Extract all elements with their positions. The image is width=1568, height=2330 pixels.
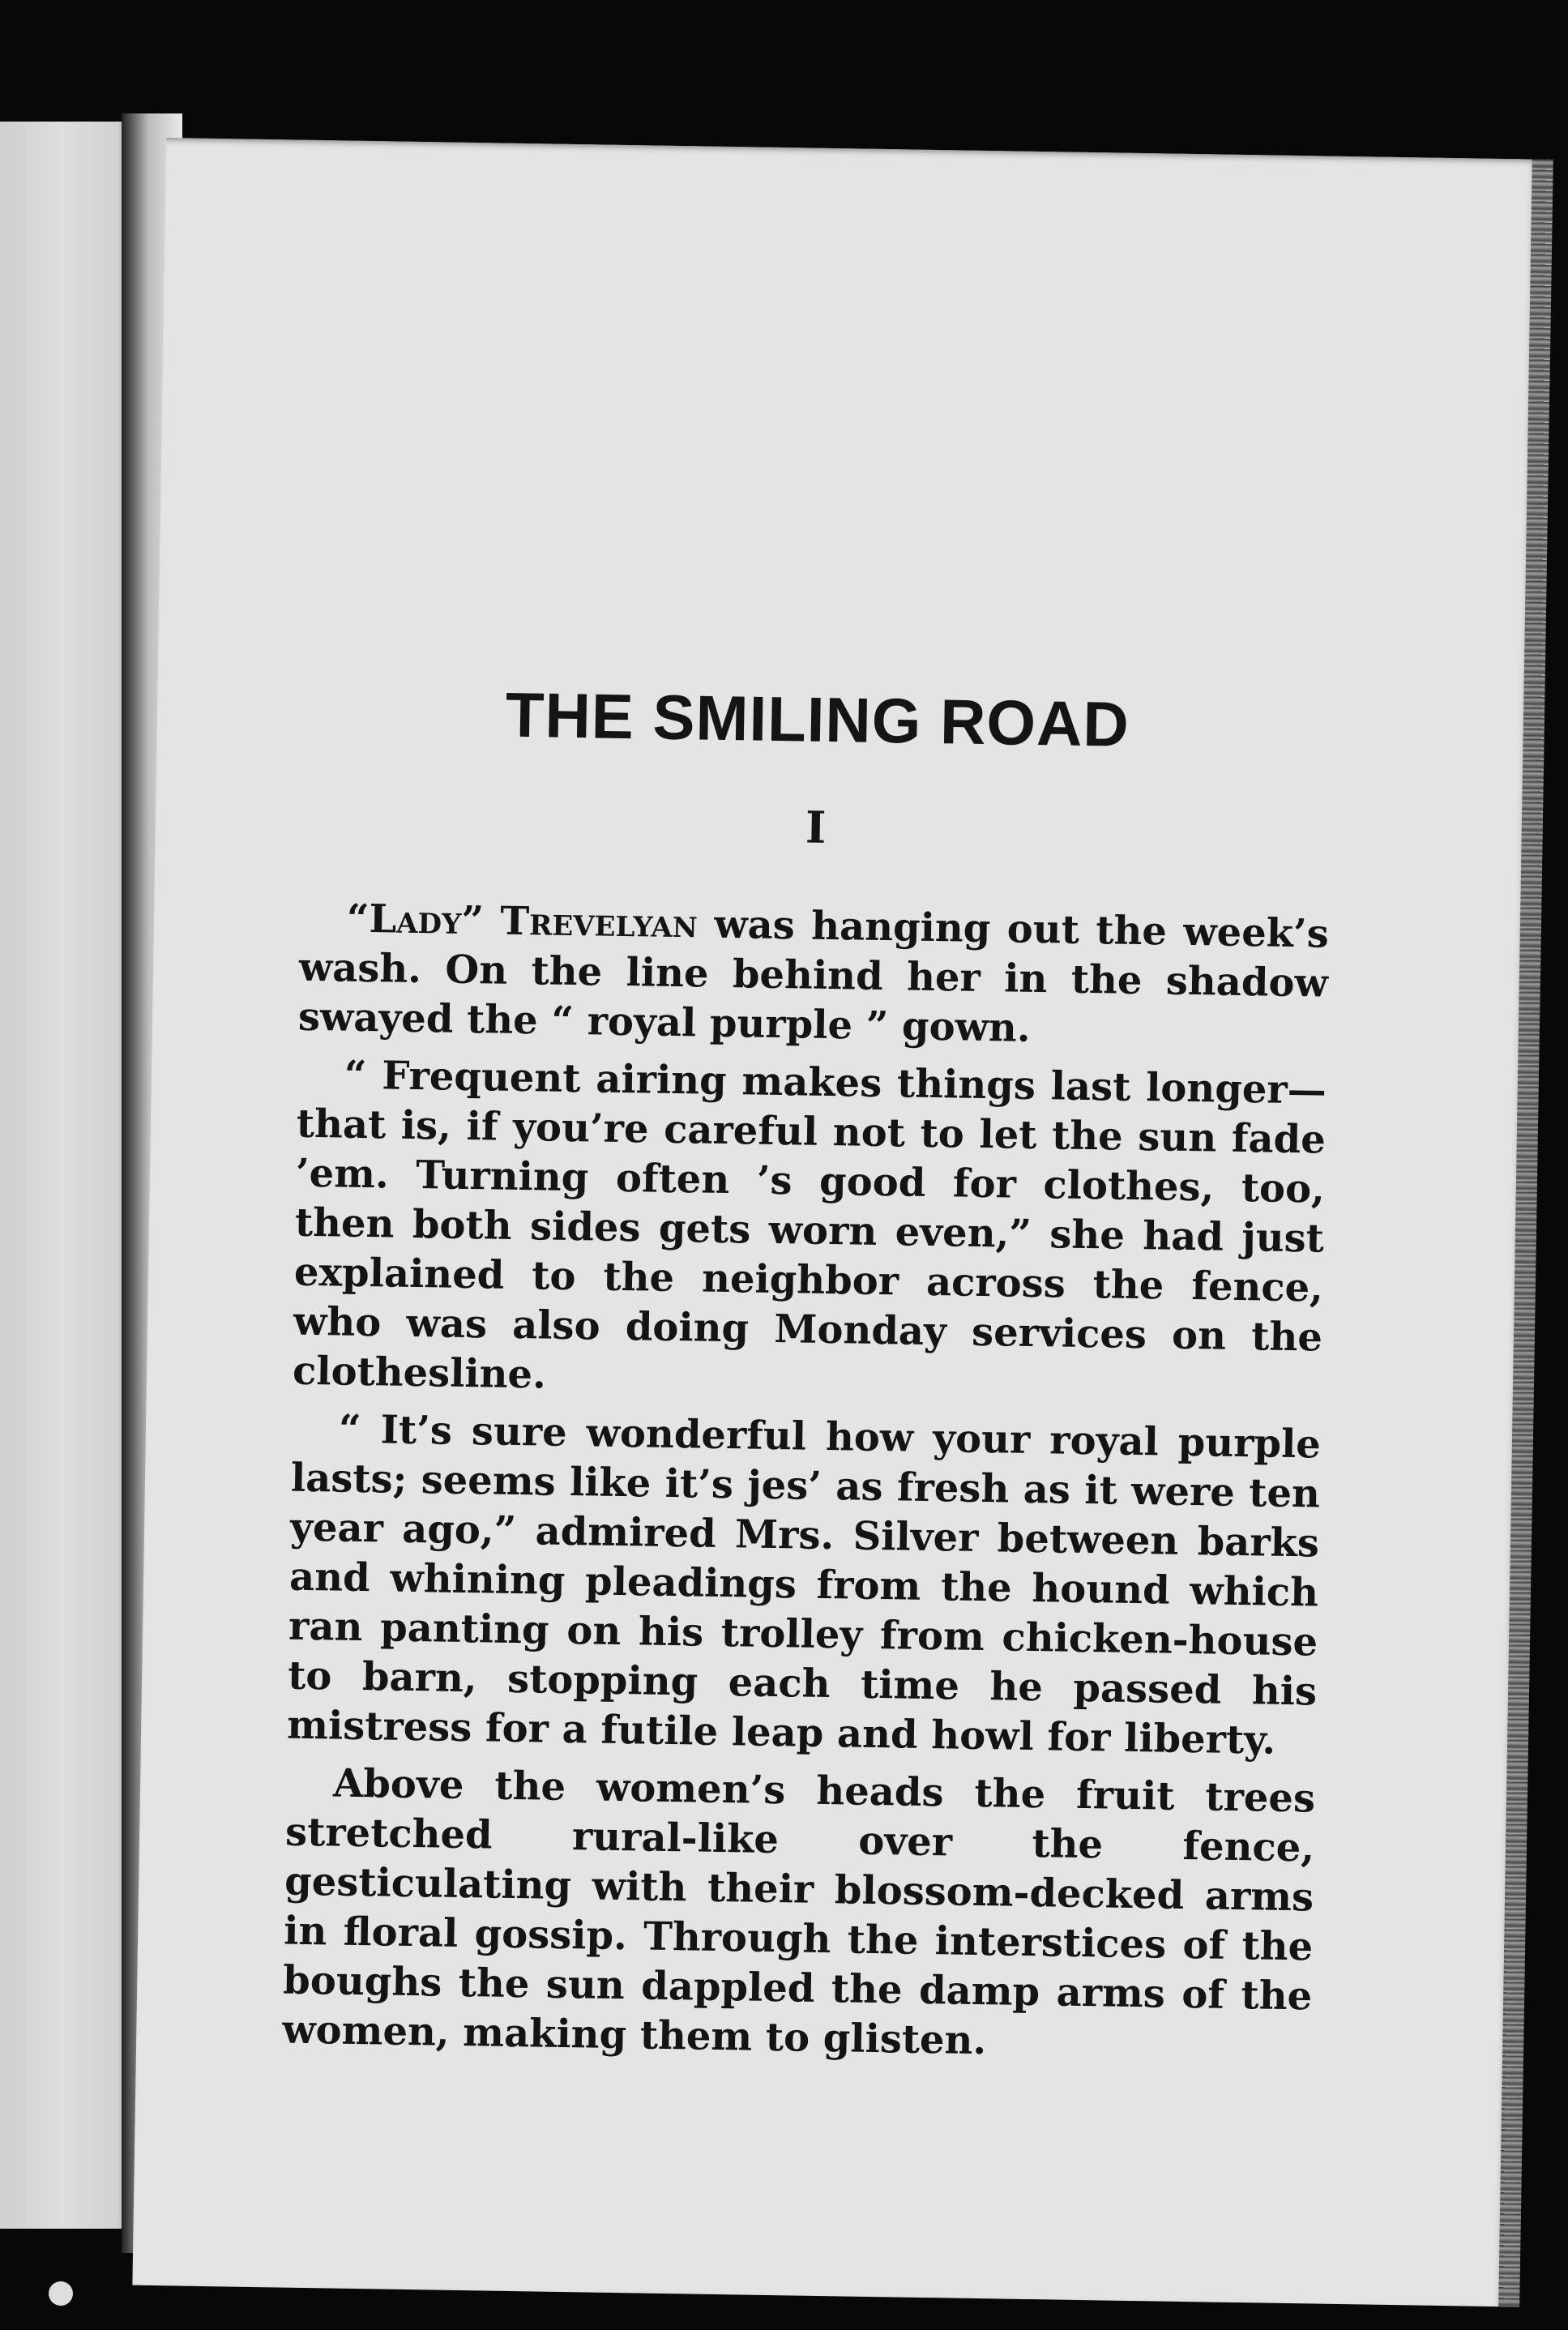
- book-title: THE SMILING ROAD: [505, 678, 1130, 760]
- paragraph: “ Frequent airing makes things last longer—that is, if you’re careful not to let the sun fade ’em. Turning often ’s good for clothes, too, then both sides gets worn even,” she had just explained to the neighbor across the fence, who was also doing Monday services on the clothesline.: [292, 1052, 1327, 1398]
- character-title: Lady: [369, 896, 462, 943]
- paragraph: [297, 894, 1329, 1058]
- paragraph: Above the women’s heads the fruit trees stretched rural-like over the fence, gesticulating with their blossom-decked arms in floral gossip. Through the interstices of the boughs the sun dappled the damp arms of the women, making them to glisten.: [281, 1760, 1316, 2064]
- scan-speck: [49, 2281, 73, 2306]
- paragraph: “ It’s sure wonderful how your royal purple lasts; seems like it’s jes’ as fresh as it were ten year ago,” admired Mrs. Silver between barks and whining pleadings from the hound which ran panting on his trolley from chicken-house to barn, stopping each time he passed his mistress for a futile leap and howl for liberty.: [286, 1406, 1322, 1764]
- chapter-number: I: [805, 801, 827, 853]
- page-content: [282, 529, 1335, 2080]
- quote-mark: ”: [460, 897, 501, 944]
- quote-mark: “: [346, 896, 370, 943]
- character-surname: Trevelyan: [499, 898, 699, 947]
- paragraph-text: was hanging out the week’s wash. On the line behind her in the shadow swayed the “ royal purple ” gown.: [297, 901, 1330, 1051]
- chapter-text: [282, 894, 1329, 2071]
- book-page: [132, 138, 1543, 2306]
